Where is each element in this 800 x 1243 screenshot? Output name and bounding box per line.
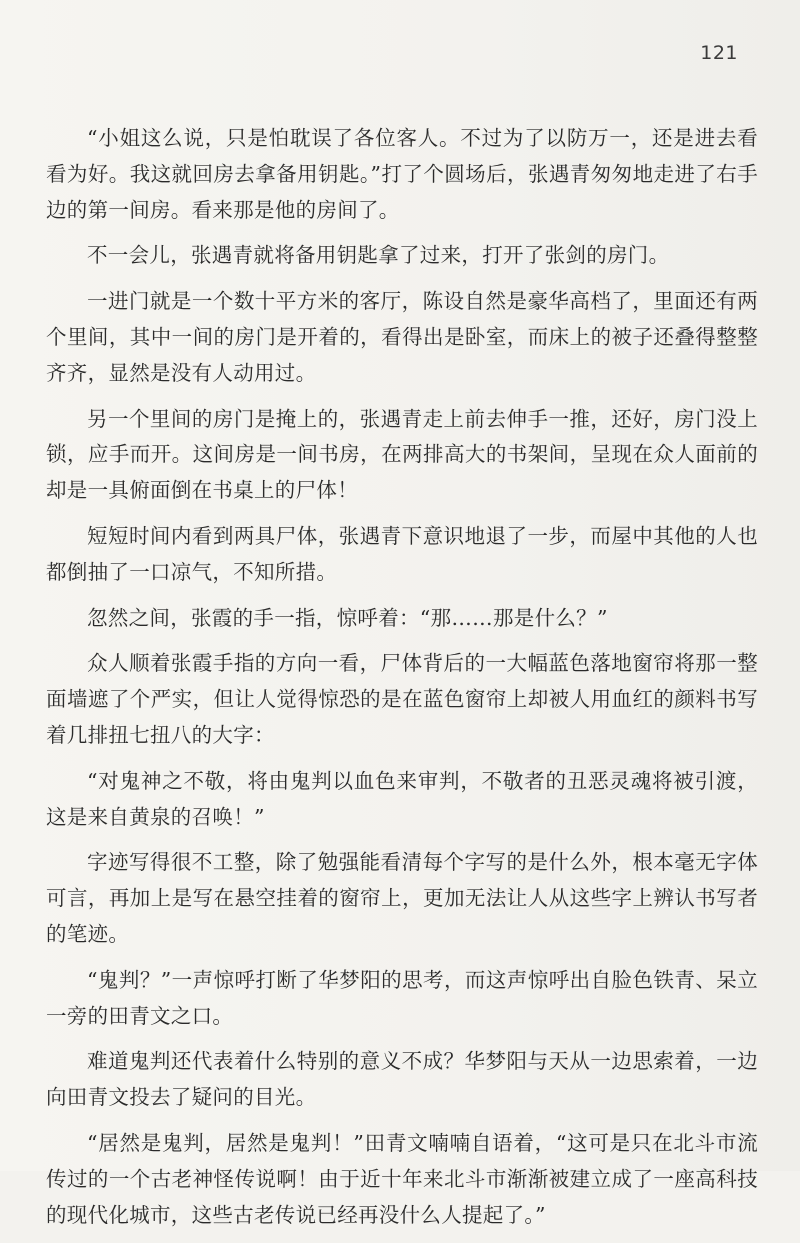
paragraph: 短短时间内看到两具尸体，张遇青下意识地退了一步，而屋中其他的人也都倒抽了一口凉气，不知所措。 <box>46 523 758 584</box>
paragraph: 难道鬼判还代表着什么特别的意义不成？华梦阳与天从一边思索着，一边向田青文投去了疑问的目光。 <box>46 1049 758 1110</box>
paragraph: 众人顺着张霞手指的方向一看，尸体背后的一大幅蓝色落地窗帘将那一整面墙遮了个严实，但让人觉得惊恐的是在蓝色窗帘上却被人用血红的颜料书写着几排扭七扭八的大字： <box>46 651 758 747</box>
paragraph: 忽然之间，张霞的手一指，惊呼着：“那……那是什么？” <box>87 605 608 630</box>
paragraph: “鬼判？”一声惊呼打断了华梦阳的思考，而这声惊呼出自脸色铁青、呆立一旁的田青文之口。 <box>46 967 758 1028</box>
body-text <box>46 121 758 1243</box>
page-number: 121 <box>700 42 738 64</box>
paragraph: 不一会儿，张遇青就将备用钥匙拿了过来，打开了张剑的房门。 <box>87 243 670 268</box>
paragraph: 一进门就是一个数十平方米的客厅，陈设自然是豪华高档了，里面还有两个里间，其中一间的房门是开着的，看得出是卧室，而床上的被子还叠得整整齐齐，显然是没有人动用过。 <box>46 289 758 385</box>
paragraph: 另一个里间的房门是掩上的，张遇青走上前去伸手一推，还好，房门没上锁，应手而开。这间房是一间书房，在两排高大的书架间，呈现在众人面前的却是一具俯面倒在书桌上的尸体！ <box>46 406 758 503</box>
paragraph: “对鬼神之不敬，将由鬼判以血色来审判，不敬者的丑恶灵魂将被引渡，这是来自黄泉的召唤！” <box>46 768 758 829</box>
paragraph: “居然是鬼判，居然是鬼判！”田青文喃喃自语着，“这可是只在北斗市流传过的一个古老神怪传说啊！由于近十年来北斗市渐渐被建立成了一座高科技的现代化城市，这些古老传说已经再没什么人提起了。” <box>46 1130 758 1227</box>
paragraph: 字迹写得很不工整，除了勉强能看清每个字写的是什么外，根本毫无字体可言，再加上是写在悬空挂着的窗帘上，更加无法让人从这些字上辨认书写者的笔迹。 <box>46 850 758 946</box>
paragraph: “小姐这么说，只是怕耽误了各位客人。不过为了以防万一，还是进去看看为好。我这就回房去拿备用钥匙。”打了个圆场后，张遇青匆匆地走进了右手边的第一间房。看来那是他的房间了。 <box>46 126 758 222</box>
